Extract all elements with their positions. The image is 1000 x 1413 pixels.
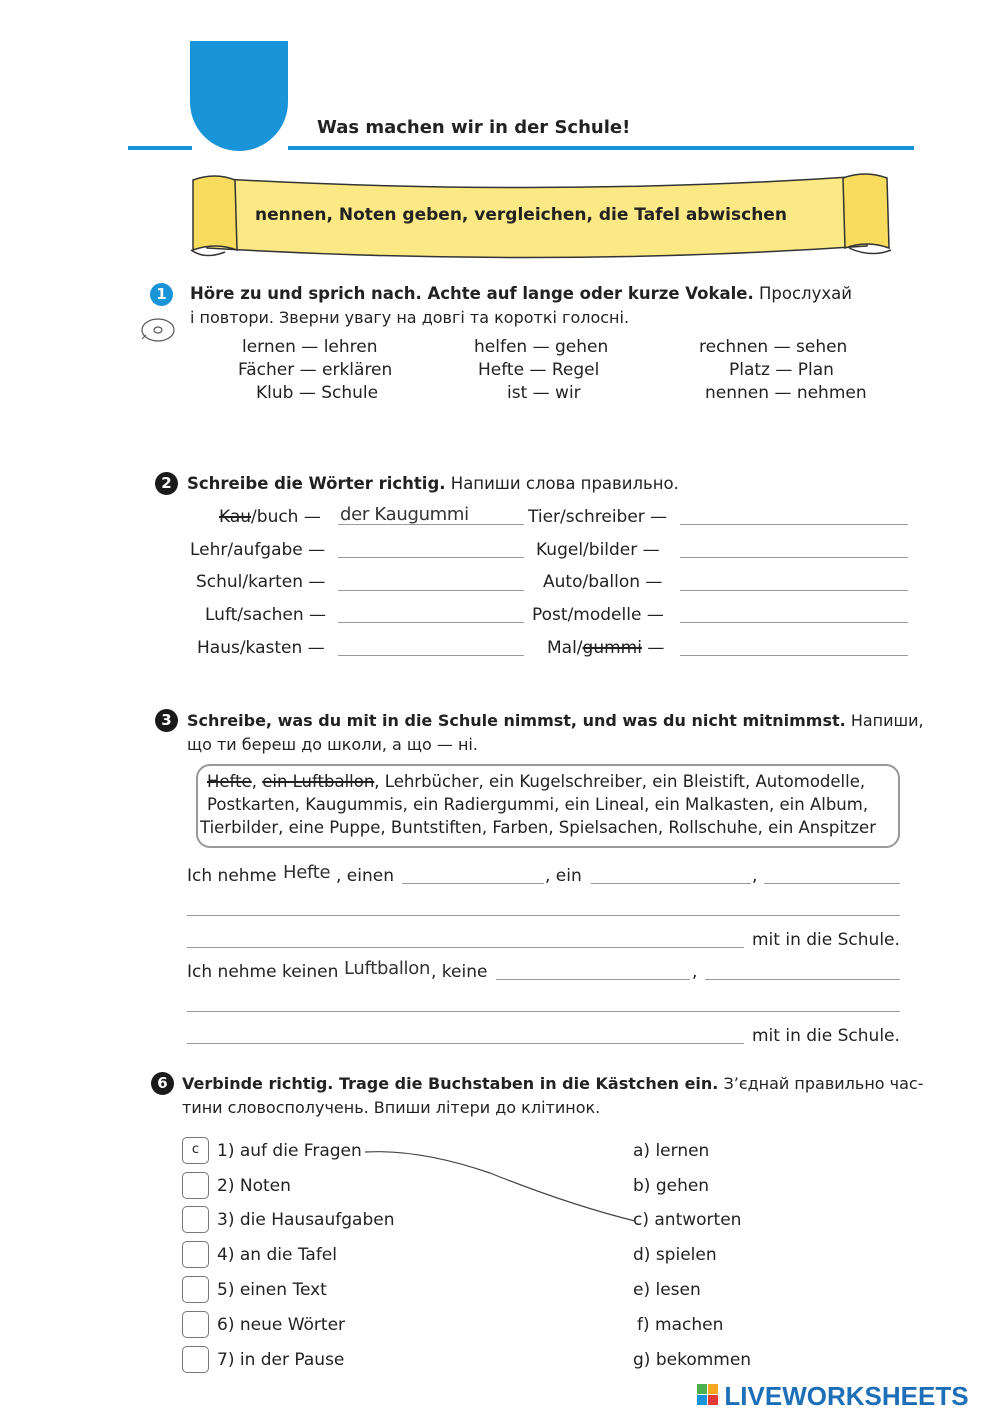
header-rule-left [128, 146, 192, 150]
exercise-3-instruction [187, 711, 924, 730]
ex6-answer-box[interactable] [182, 1206, 209, 1233]
header-tab [190, 41, 288, 151]
cd-audio-icon[interactable] [138, 315, 178, 345]
ex3-answer-line[interactable] [187, 1043, 744, 1044]
ex3-s1-ein: , ein [545, 866, 582, 886]
ex6-answer-box[interactable] [182, 1241, 209, 1268]
ex1-word-pair: lernen — lehren [242, 337, 378, 357]
ex6-left-item[interactable]: 2) Noten [217, 1176, 291, 1196]
ex3-s1-comma: , [752, 866, 758, 886]
ex2-answer-line[interactable] [680, 524, 908, 525]
ex2-answer-line [338, 524, 524, 525]
ex2-right-word-last [547, 638, 664, 658]
ex3-answer-line[interactable] [705, 979, 900, 980]
header-rule-right [288, 146, 914, 150]
ex3-box-line1: Hefte, ein Luftballon, Lehrbücher, ein Kugelschreiber, ein Bleistift, Automodelle, [207, 772, 866, 791]
ex2-answer-line[interactable] [338, 557, 524, 558]
ex1-instruction-de: Höre zu und sprich nach. Achte auf lange oder kurze Vokale. [190, 284, 754, 303]
ex1-instruction-ua-line2: і повтори. Зверни увагу на довгі та короткі голосні. [190, 308, 630, 327]
ex3-instruction-ua: Напиши, [850, 711, 924, 730]
ex2-instruction-ua: Напиши слова правильно. [450, 474, 679, 493]
ex2-answer-line[interactable] [338, 655, 524, 656]
ex2-answer-line[interactable] [680, 622, 908, 623]
ex2-answer-line[interactable] [338, 590, 524, 591]
ex3-answer-line[interactable] [591, 883, 751, 884]
exercise-6-instruction [182, 1074, 923, 1093]
ex6-answer-box[interactable] [182, 1276, 209, 1303]
exercise-3-number: 3 [155, 709, 178, 732]
ex6-left-item[interactable]: 1) auf die Fragen [217, 1141, 362, 1161]
page-title: Was machen wir in der Schule! [317, 117, 631, 138]
banner-text: nennen, Noten geben, vergleichen, die Tafel abwischen [255, 205, 787, 225]
ex2-last-strike: gummi [582, 638, 642, 658]
ex3-box-line1-rest: , Lehrbücher, ein Kugelschreiber, ein Bleistift, Automodelle, [374, 772, 866, 791]
logo-text: LIVEWORKSHEETS [724, 1381, 969, 1411]
ex6-left-item[interactable]: 3) die Hausaufgaben [217, 1210, 395, 1230]
ex6-right-item[interactable]: e) lesen [633, 1280, 701, 1300]
ex2-example-word [219, 507, 321, 527]
ex1-instruction-ua: Прослухай [758, 284, 852, 303]
ex2-left-word: Lehr/aufgabe — [190, 540, 326, 560]
ex2-example-strike: Kau [219, 507, 252, 527]
ex3-instruction-de: Schreibe, was du mit in die Schule nimmst, und was du nicht mitnimmst. [187, 711, 846, 730]
ex6-right-item[interactable]: f) machen [637, 1315, 724, 1335]
ex6-left-item[interactable]: 5) einen Text [217, 1280, 327, 1300]
ex2-example-rest: /buch — [251, 507, 321, 527]
ex6-right-item[interactable]: g) bekommen [633, 1350, 752, 1370]
ex6-answer-box[interactable] [182, 1346, 209, 1373]
ex3-s1-einen: , einen [336, 866, 394, 886]
ex2-left-word: Schul/karten — [196, 572, 326, 592]
exercise-2-instruction [187, 474, 679, 493]
ex2-last-a: Mal/ [547, 638, 583, 658]
ex3-answer-line[interactable] [496, 979, 690, 980]
ex3-box-line2: Postkarten, Kaugummis, ein Radiergummi, ein Lineal, ein Malkasten, ein Album, [207, 795, 869, 814]
ex2-right-word: Kugel/bilder — [536, 540, 660, 560]
ex3-s1-answer: Hefte [283, 862, 331, 883]
ex6-right-item[interactable]: d) spielen [633, 1245, 717, 1265]
ex3-s2-start: Ich nehme keinen [187, 962, 339, 982]
liveworksheets-logo [697, 1381, 969, 1411]
ex2-instruction-de: Schreibe die Wörter richtig. [187, 474, 446, 493]
ex1-word-pair: Hefte — Regel [478, 360, 600, 380]
logo-icon [697, 1384, 719, 1406]
ex3-answer-line[interactable] [187, 1011, 900, 1012]
ex2-answer-line[interactable] [680, 590, 908, 591]
ex6-left-item[interactable]: 7) in der Pause [217, 1350, 345, 1370]
exercise-1-number: 1 [150, 283, 173, 306]
ex2-example-answer: der Kaugummi [340, 504, 469, 525]
ex3-answer-line[interactable] [764, 883, 900, 884]
ex6-left-item[interactable]: 6) neue Wörter [217, 1315, 346, 1335]
ex1-word-pair: Platz — Plan [729, 360, 834, 380]
ex3-s1-start: Ich nehme [187, 866, 277, 886]
ex3-s2-comma: , [692, 962, 698, 982]
ex3-strike-hefte: Hefte [207, 772, 252, 791]
ex6-answer-box[interactable] [182, 1311, 209, 1338]
ex2-last-dash: — [641, 638, 665, 658]
ex3-answer-line[interactable] [187, 915, 900, 916]
ex6-right-item[interactable]: b) gehen [633, 1176, 710, 1196]
ex6-instruction-ua-line2: тини словосполучень. Впиши літери до клітинок. [182, 1098, 601, 1117]
ex6-right-item[interactable]: a) lernen [633, 1141, 710, 1161]
ex1-word-pair: nennen — nehmen [705, 383, 867, 403]
ex1-word-pair: ist — wir [507, 383, 581, 403]
ex2-left-word: Luft/sachen — [205, 605, 327, 625]
ex6-left-item[interactable]: 4) an die Tafel [217, 1245, 337, 1265]
ex3-answer-line[interactable] [402, 883, 544, 884]
ex2-left-word: Haus/kasten — [197, 638, 325, 658]
ex3-instruction-ua-line2: що ти береш до школи, а що — ні. [187, 735, 478, 754]
ex2-answer-line[interactable] [680, 557, 908, 558]
ex6-right-item[interactable]: c) antworten [633, 1210, 742, 1230]
ex2-right-word: Post/modelle — [532, 605, 664, 625]
ex1-word-pair: Fächer — erklären [238, 360, 393, 380]
ex1-word-pair: helfen — gehen [474, 337, 609, 357]
ex3-strike-luftballon: ein Luftballon [262, 772, 375, 791]
ex1-word-pair: Klub — Schule [256, 383, 379, 403]
ex6-instruction-ua: З’єднай правильно час- [723, 1074, 924, 1093]
ex3-s2-keine: , keine [431, 962, 488, 982]
ex3-mit-schule-2: mit in die Schule. [752, 1026, 900, 1046]
ex1-word-pair: rechnen — sehen [699, 337, 848, 357]
ex3-box-line3: Tierbilder, eine Puppe, Buntstiften, Farben, Spielsachen, Rollschuhe, ein Anspitzer [200, 818, 876, 837]
ex6-answer-box[interactable]: c [182, 1137, 209, 1164]
ex2-answer-line[interactable] [338, 622, 524, 623]
ex2-right-word: Auto/ballon — [543, 572, 663, 592]
ex3-mit-schule-1: mit in die Schule. [752, 930, 900, 950]
exercise-1-instruction [190, 284, 852, 303]
exercise-2-number: 2 [155, 472, 178, 495]
ex6-connection-line [360, 1145, 640, 1230]
ex2-answer-line[interactable] [680, 655, 908, 656]
ex3-answer-line[interactable] [187, 947, 744, 948]
ex2-right-word: Tier/schreiber — [528, 507, 668, 527]
exercise-6-number: 6 [151, 1072, 174, 1095]
ex6-answer-box[interactable] [182, 1172, 209, 1199]
ex3-s2-answer: Luftballon [344, 958, 431, 979]
ex6-instruction-de: Verbinde richtig. Trage die Buchstaben in die Kästchen ein. [182, 1074, 719, 1093]
